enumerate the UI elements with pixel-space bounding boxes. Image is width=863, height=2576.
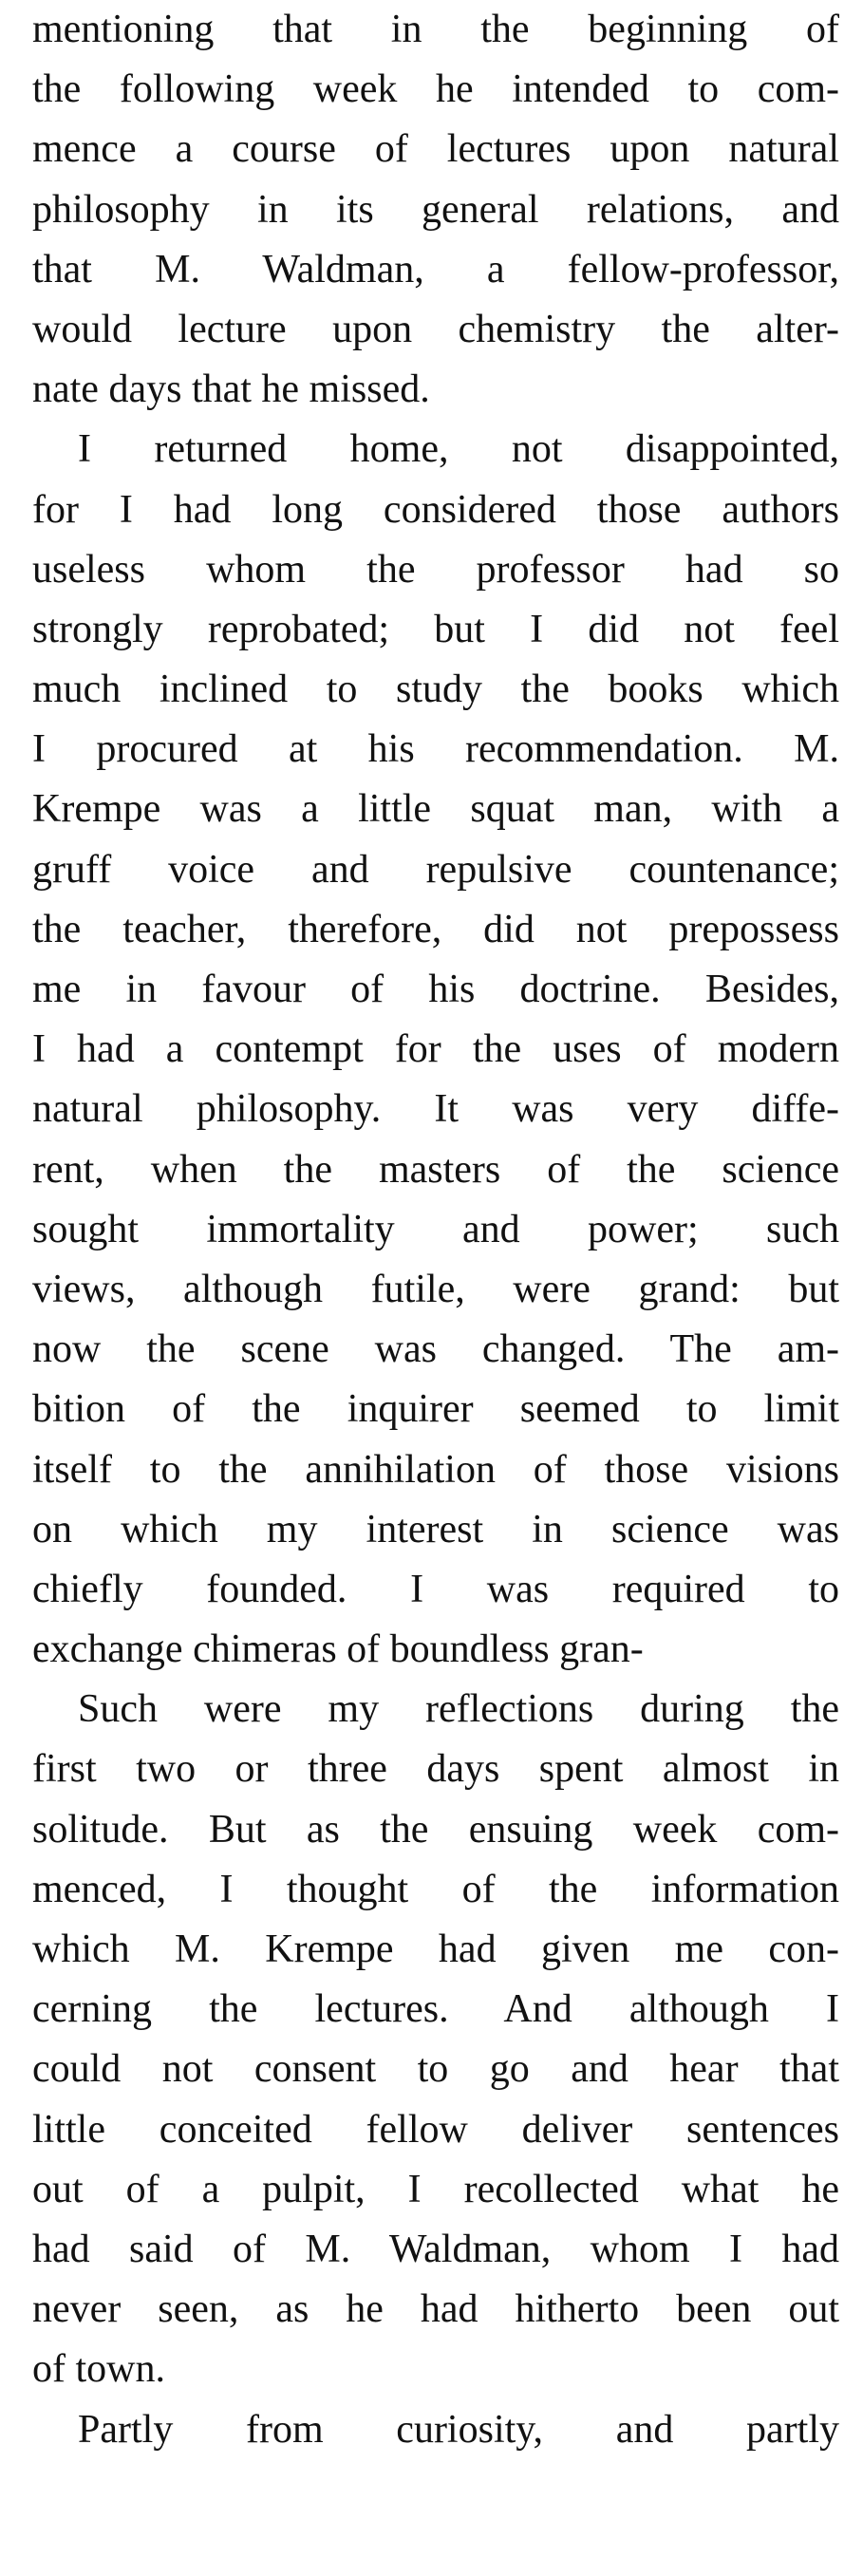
text-line: the teacher, therefore, did not prepossess	[32, 907, 839, 951]
text-line: Krempe was a little squat man, with a	[32, 787, 839, 832]
text-line: Partly from curiosity, and partly	[78, 2407, 839, 2452]
text-line: menced, I thought of the information	[32, 1867, 839, 1911]
text-line: strongly reprobated; but I did not feel	[32, 607, 839, 651]
text-line: views, although futile, were grand: but	[32, 1267, 839, 1311]
text-line: I returned home, not disappointed,	[78, 427, 839, 472]
text-line: the following week he intended to com-	[32, 67, 839, 112]
text-line: which M. Krempe had given me con-	[32, 1927, 839, 1971]
text-line: had said of M. Waldman, whom I had	[32, 2227, 839, 2271]
text-line: much inclined to study the books which	[32, 668, 839, 712]
paragraph-1	[32, 0, 839, 420]
text-line: bition of the inquirer seemed to limit	[32, 1387, 839, 1432]
text-line: I had a contempt for the uses of modern	[32, 1027, 839, 1072]
text-line: useless whom the professor had so	[32, 547, 839, 592]
book-page-text	[32, 0, 839, 2460]
text-line: cerning the lectures. And although I	[32, 1987, 839, 2032]
text-line: would lecture upon chemistry the alter-	[32, 307, 839, 351]
paragraph-4	[32, 2400, 839, 2460]
text-line: natural philosophy. It was very diffe-	[32, 1087, 839, 1132]
text-line: sought immortality and power; such	[32, 1207, 839, 1251]
text-line: I procured at his recommendation. M.	[32, 727, 839, 772]
text-line: now the scene was changed. The am-	[32, 1327, 839, 1372]
text-line: could not consent to go and hear that	[32, 2047, 839, 2092]
text-line: first two or three days spent almost in	[32, 1747, 839, 1792]
text-line: chiefly founded. I was required to	[32, 1567, 839, 1611]
text-line: solitude. But as the ensuing week com-	[32, 1807, 839, 1852]
text-line: Such were my reflections during the	[78, 1687, 839, 1732]
text-line: never seen, as he had hitherto been out	[32, 2287, 839, 2332]
text-line: itself to the annihilation of those visions	[32, 1447, 839, 1492]
text-line: little conceited fellow deliver sentences	[32, 2107, 839, 2152]
text-line: philosophy in its general relations, and	[32, 187, 839, 232]
text-line: mentioning that in the beginning of	[32, 8, 839, 51]
text-line: on which my interest in science was	[32, 1507, 839, 1551]
text-line: out of a pulpit, I recollected what he	[32, 2167, 839, 2211]
text-line: for I had long considered those authors	[32, 487, 839, 532]
paragraph-2	[32, 420, 839, 1680]
text-line: gruff voice and repulsive countenance;	[32, 847, 839, 892]
text-line: mence a course of lectures upon natural	[32, 127, 839, 172]
text-line: of town.	[32, 2347, 165, 2392]
paragraph-3	[32, 1680, 839, 2399]
text-line: that M. Waldman, a fellow-professor,	[32, 247, 839, 291]
text-line: nate days that he missed.	[32, 367, 430, 412]
text-line: exchange chimeras of boundless gran-	[32, 1627, 644, 1672]
text-line: rent, when the masters of the science	[32, 1147, 839, 1192]
text-line: me in favour of his doctrine. Besides,	[32, 968, 839, 1011]
